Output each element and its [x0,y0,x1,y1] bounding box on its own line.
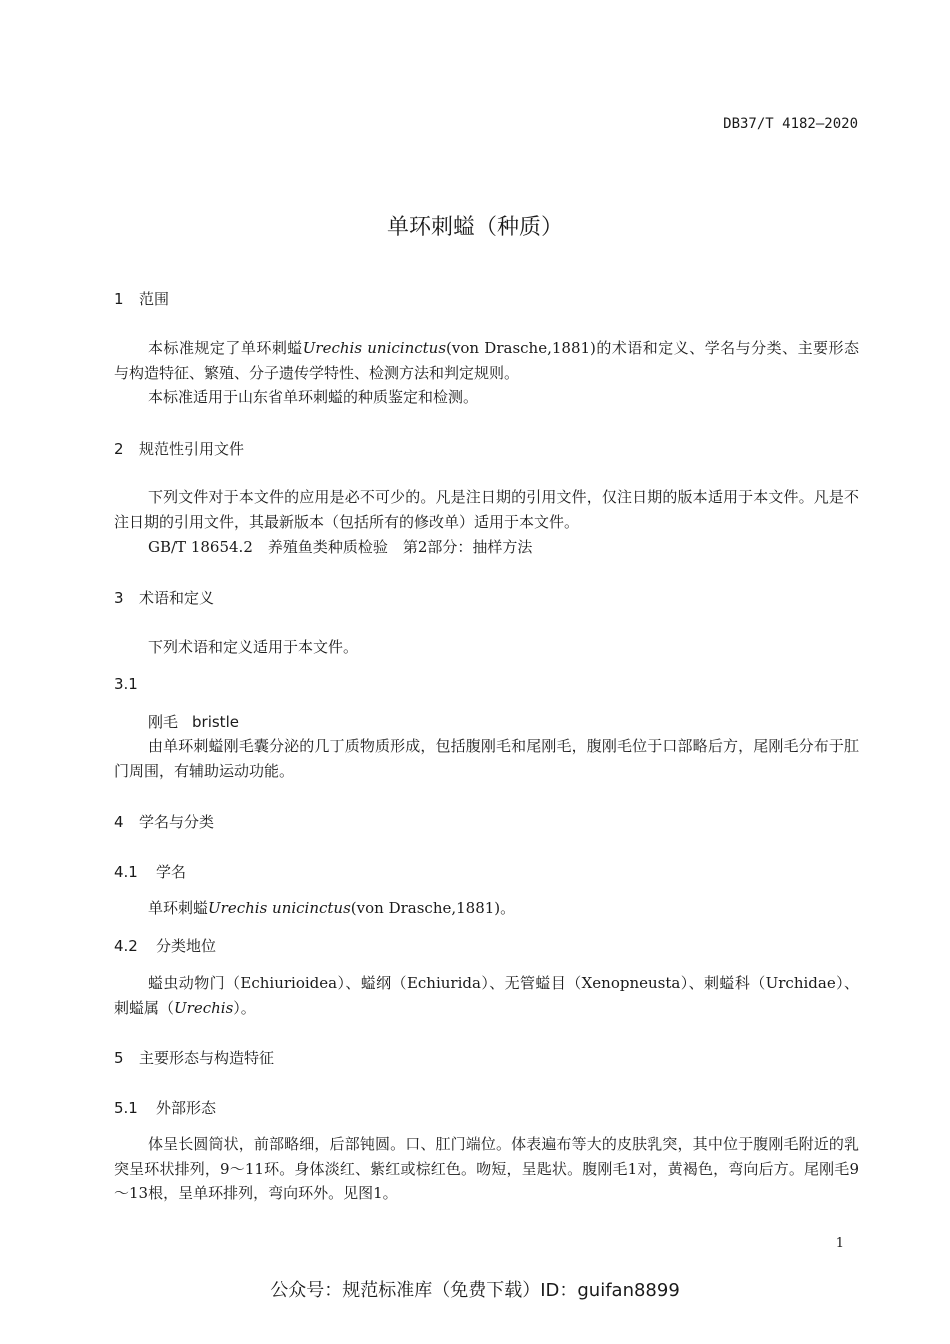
subsection-number: 5.1 [114,1099,138,1117]
page-number: 1 [835,1236,844,1251]
section-title: 学名与分类 [139,813,215,831]
standard-code: DB37/T 4182—2020 [723,116,858,132]
section-number: 3 [114,589,124,607]
term-chinese: 刚毛 [148,713,179,731]
term-english: bristle [192,713,239,731]
section-number: 2 [114,440,124,458]
text: (von Drasche,1881)。 [350,899,516,917]
text: (von Drasche,1881)的术语和定义、学名与分类、主要形态与构造特征、繁殖、分子遗传学特性、检测方法和判定规则。 [114,339,859,382]
scientific-name [148,897,515,918]
text: 本标准规定了单环刺螠 [148,339,303,357]
subsection-number: 4.2 [114,937,138,955]
section-1-paragraph-2: 本标准适用于山东省单环刺螠的种质鉴定和检测。 [148,388,479,406]
text: 螠虫动物门（Echiurioidea）、螠纲（Echiurida）、无管螠目（Xenopneusta）、刺螠科（Urchidae）、刺螠属（ [114,974,859,1017]
text: ）。 [233,998,256,1017]
section-number: 5 [114,1049,124,1067]
section-3-heading [114,587,214,608]
term-entry [148,711,239,732]
section-number: 1 [114,290,124,308]
subsection-4-2-heading [114,935,216,956]
subsection-title: 分类地位 [156,937,217,955]
subsection-title: 外部形态 [156,1099,217,1117]
footer-watermark: 公众号：规范标准库（免费下载）ID：guifan8899 [270,1280,680,1301]
section-title: 主要形态与构造特征 [139,1049,275,1067]
classification-paragraph [114,971,859,1020]
text: 单环刺螠 [148,899,209,917]
section-number: 4 [114,813,124,831]
section-1-heading [114,288,169,309]
section-4-heading [114,811,214,832]
section-2-heading [114,438,244,459]
section-title: 范围 [139,290,170,308]
section-5-heading [114,1047,274,1068]
section-2-paragraph-1: 下列文件对于本文件的应用是必不可少的。凡是注日期的引用文件，仅注日期的版本适用于本文件。凡是不注日期的引用文件，其最新版本（包括所有的修改单）适用于本文件。 [114,488,859,531]
genus-name: Urechis [174,998,234,1017]
subsection-title: 学名 [156,863,187,881]
section-title: 规范性引用文件 [139,440,245,458]
subsection-5-1-heading [114,1097,216,1118]
section-3-paragraph-1: 下列术语和定义适用于本文件。 [148,638,359,656]
term-definition: 由单环刺螠刚毛囊分泌的几丁质物质形成，包括腹刚毛和尾刚毛，腹刚毛位于口部略后方，尾刚毛分布于肛门周围，有辅助运动功能。 [114,737,859,780]
subsection-3-1-number: 3.1 [114,675,138,693]
subsection-4-1-heading [114,861,186,882]
section-1-paragraph-1 [114,336,859,385]
species-name: Urechis unicinctus [208,899,351,917]
external-morphology-paragraph: 体呈长圆筒状，前部略细，后部钝圆。口、肛门端位。体表遍布等大的皮肤乳突，其中位于腹刚毛附近的乳突呈环状排列，9～11环。身体淡红、紫红或棕红色。吻短，呈匙状。腹刚毛1对，黄褐色，弯向后方。尾刚毛9～13根，呈单环排列，弯向环外。见图1。 [114,1135,859,1202]
subsection-number: 4.1 [114,863,138,881]
document-title: 单环刺螠（种质） [386,215,563,240]
section-title: 术语和定义 [139,589,215,607]
section-2-reference: GB/T 18654.2 养殖鱼类种质检验 第2部分：抽样方法 [148,538,533,556]
species-name: Urechis unicinctus [302,339,447,357]
